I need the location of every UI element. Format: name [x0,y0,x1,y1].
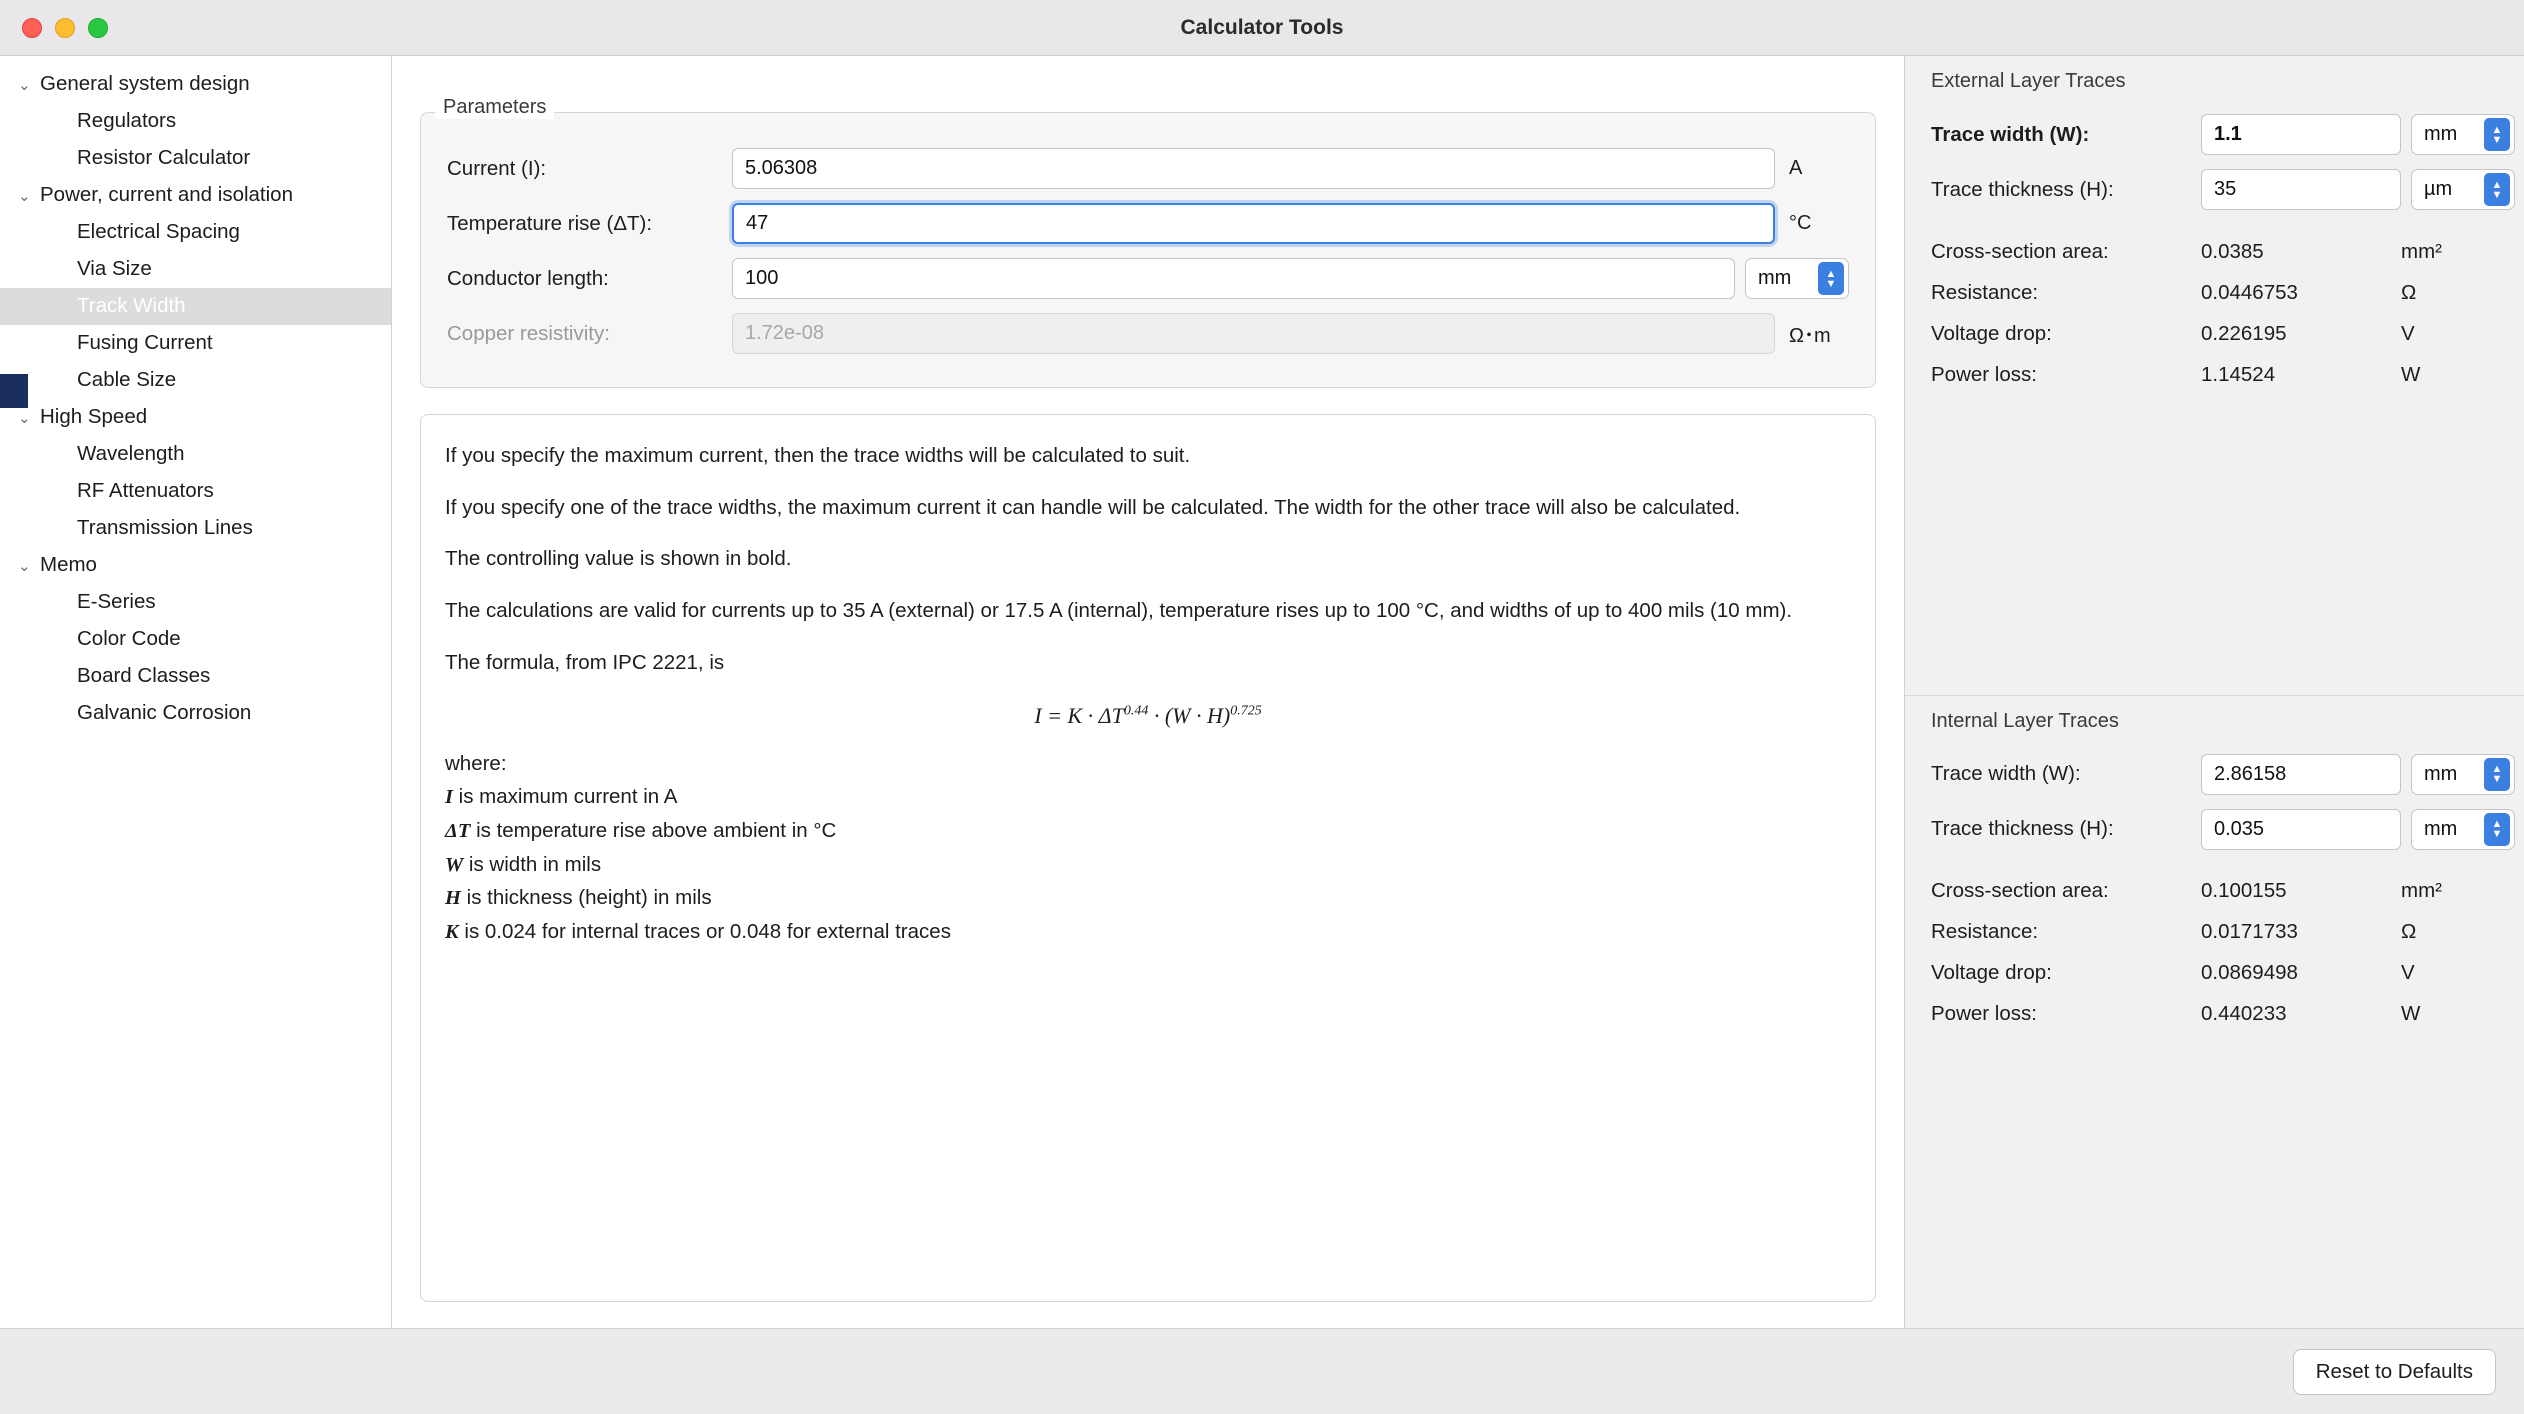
chevron-updown-icon[interactable]: ▲ ▼ [2484,173,2510,206]
info-panel [420,414,1876,1302]
output-value: 0.226195 [2201,321,2287,345]
output-label: Resistance: [1931,920,2039,943]
where-definition [445,782,1851,813]
output-label: Cross-section area: [1931,239,2109,263]
title-bar [0,0,2524,56]
main-content [392,56,1904,1328]
internal-outputs [1931,871,2498,1035]
sidebar-item-memo[interactable] [0,547,391,584]
results-panel [1904,56,2524,1328]
internal-trace-thickness-unit-value: mm [2424,817,2458,840]
temperature-rise-input[interactable]: 47 [732,203,1775,244]
external-layer-section [1905,56,2524,395]
external-trace-width-unit-select[interactable] [2411,114,2515,155]
output-unit: V [2401,961,2415,984]
output-value: 0.100155 [2201,879,2287,902]
sidebar-item-transmission-lines[interactable] [0,510,391,547]
internal-layer-section [1905,695,2524,1035]
sidebar-item-via-size[interactable] [0,251,391,288]
current-row [447,141,1849,196]
temperature-rise-row [447,196,1849,251]
output-row [1931,994,2498,1035]
chevron-down-icon[interactable]: ⌄ [18,77,31,94]
sidebar-item-label: Resistor Calculator [77,146,251,170]
where-definitions [445,782,1851,948]
info-paragraph-2: If you specify one of the trace widths, the maximum current it can handle will be calculated. The width for the other trace will also be calculated. [445,495,1741,519]
output-value: 1.14524 [2201,362,2276,386]
output-value: 0.0171733 [2201,920,2298,943]
current-input[interactable]: 5.06308 [732,148,1775,189]
output-label: Power loss: [1931,362,2037,386]
external-trace-thickness-unit-value: µm [2424,178,2453,200]
where-definition [445,917,1851,948]
where-symbol: K [445,921,459,944]
output-row [1931,313,2498,354]
close-window-icon[interactable] [22,18,42,38]
where-symbol: ΔT [445,819,471,842]
chevron-down-icon[interactable]: ⌄ [18,558,31,575]
internal-trace-thickness-input[interactable]: 0.035 [2201,809,2401,850]
output-label: Voltage drop: [1931,961,2052,984]
sidebar-item-general-system-design[interactable] [0,66,391,103]
internal-trace-width-label: Trace width (W): [1931,762,2081,785]
temperature-rise-unit: °C [1789,212,1812,234]
sidebar-item-label: Transmission Lines [77,516,253,540]
sidebar-item-high-speed[interactable] [0,399,391,436]
output-value: 0.440233 [2201,1002,2287,1025]
output-unit: Ω [2401,920,2417,943]
where-block [445,749,1851,947]
chevron-updown-icon[interactable]: ▲ ▼ [2484,813,2510,846]
external-trace-thickness-label: Trace thickness (H): [1931,177,2114,201]
sidebar-artifact [0,374,28,408]
sidebar-item-label: Memo [40,553,97,577]
copper-resistivity-input: 1.72e-08 [732,313,1775,354]
external-trace-thickness-unit-select[interactable] [2411,169,2515,210]
where-definition [445,816,1851,847]
conductor-length-unit-value: mm [1758,267,1792,289]
current-unit: A [1789,157,1803,179]
where-definition [445,850,1851,881]
sidebar-item-fusing-current[interactable] [0,325,391,362]
info-paragraph-4: The calculations are valid for currents up to 35 A (external) or 17.5 A (internal), temperature rises up to 100 °C, and widths of up to 400 mils (10 mm). [445,599,1793,623]
sidebar-item-regulators[interactable] [0,103,391,140]
panel-spacer-top [1905,395,2524,689]
where-title: where: [445,752,507,776]
sidebar-item-label: Color Code [77,627,181,651]
sidebar-item-label: General system design [40,72,250,96]
sidebar-item-label: Board Classes [77,664,211,688]
conductor-length-input[interactable]: 100 [732,258,1735,299]
internal-trace-width-unit-value: mm [2424,762,2458,785]
sidebar-item-label: Wavelength [77,442,185,466]
panel-spacer-bottom [1905,1035,2524,1329]
chevron-updown-icon[interactable]: ▲ ▼ [2484,758,2510,791]
sidebar-item-label: Fusing Current [77,331,213,355]
chevron-updown-icon[interactable]: ▲ ▼ [1818,262,1844,295]
sidebar-item-track-width[interactable] [0,288,391,325]
sidebar-item-e-series[interactable] [0,584,391,621]
sidebar-item-power-current-and-isolation[interactable] [0,177,391,214]
copper-resistivity-row [447,306,1849,361]
output-value: 0.0385 [2201,239,2264,263]
where-text: is width in mils [463,852,602,876]
output-unit: V [2401,321,2415,345]
output-unit: W [2401,1002,2421,1025]
sidebar-item-label: Regulators [77,109,177,133]
sidebar-item-electrical-spacing[interactable] [0,214,391,251]
internal-trace-width-unit-select[interactable] [2411,754,2515,795]
internal-trace-thickness-label: Trace thickness (H): [1931,817,2114,840]
temperature-rise-label: Temperature rise (ΔT): [447,211,653,235]
sidebar-item-label: RF Attenuators [77,479,214,503]
where-symbol: H [445,887,461,910]
external-trace-width-label: Trace width (W): [1931,122,2090,146]
output-label: Resistance: [1931,280,2039,304]
internal-trace-thickness-unit-select[interactable] [2411,809,2515,850]
parameters-group-title: Parameters [435,96,554,119]
output-unit: Ω [2401,280,2417,304]
external-trace-thickness-input[interactable]: 35 [2201,169,2401,210]
external-layer-title: External Layer Traces [1931,70,2126,92]
external-trace-width-row [1931,107,2503,162]
sidebar-item-label: E-Series [77,590,156,614]
copper-resistivity-unit: Ω･m [1789,325,1831,347]
output-row [1931,354,2498,395]
footer-bar [0,1328,2524,1414]
output-value: 0.0446753 [2201,280,2298,304]
current-label: Current (I): [447,156,547,180]
output-unit: mm² [2401,879,2442,902]
sidebar-item-label: Power, current and isolation [40,183,293,207]
output-row [1931,912,2498,953]
window-body [0,56,2524,1328]
sidebar-item-label: Electrical Spacing [77,220,240,244]
sidebar-item-resistor-calculator[interactable] [0,140,391,177]
copper-resistivity-label: Copper resistivity: [447,321,610,345]
internal-layer-title: Internal Layer Traces [1931,709,2119,732]
output-row [1931,871,2498,912]
sidebar-item-rf-attenuators[interactable] [0,473,391,510]
output-unit: W [2401,362,2421,386]
sidebar-item-color-code[interactable] [0,621,391,658]
where-text: is temperature rise above ambient in °C [470,818,837,842]
calculator-tree[interactable] [0,66,391,732]
output-row [1931,231,2498,272]
conductor-length-label: Conductor length: [447,266,609,290]
sidebar-item-wavelength[interactable] [0,436,391,473]
external-outputs [1931,231,2498,395]
where-text: is 0.024 for internal traces or 0.048 for external traces [458,920,951,944]
sidebar-item-label: Track Width [77,294,186,318]
parameters-group [420,96,1876,388]
chevron-updown-icon[interactable]: ▲ ▼ [2484,118,2510,151]
info-paragraph-5: The formula, from IPC 2221, is [445,650,725,674]
conductor-length-unit-wrap [1735,258,1849,299]
internal-trace-width-input[interactable]: 2.86158 [2201,754,2401,795]
sidebar-item-cable-size[interactable] [0,362,391,399]
output-label: Cross-section area: [1931,879,2109,902]
sidebar-item-galvanic-corrosion[interactable] [0,695,391,732]
ipc-formula: $I = K \cdot \Delta T^{0.44} \cdot (W \cdot H)^{0.725}$ [1034,702,1262,728]
window-title: Calculator Tools [1180,15,1344,39]
sidebar-item-label: Via Size [77,257,152,281]
info-paragraph-1: If you specify the maximum current, then the trace widths will be calculated to suit. [445,444,1191,467]
external-trace-width-unit-value: mm [2424,123,2458,145]
sidebar-item-label: High Speed [40,405,148,429]
output-row [1931,272,2498,313]
output-label: Power loss: [1931,1002,2037,1025]
conductor-length-unit-select[interactable] [1745,258,1849,299]
where-symbol: I [445,786,453,809]
sidebar-item-board-classes[interactable] [0,658,391,695]
external-trace-thickness-row [1931,162,2503,217]
maximize-window-icon[interactable] [88,18,108,38]
where-text: is maximum current in A [452,785,678,809]
internal-trace-thickness-row [1931,802,2503,857]
output-unit: mm² [2401,239,2442,263]
minimize-window-icon[interactable] [55,18,75,38]
external-trace-width-input[interactable]: 1.1 [2201,114,2401,155]
window-controls [22,18,108,38]
output-label: Voltage drop: [1931,321,2052,345]
where-definition [445,883,1851,914]
where-text: is thickness (height) in mils [460,886,712,910]
output-value: 0.0869498 [2201,961,2298,984]
reset-to-defaults-button[interactable]: Reset to Defaults [2293,1349,2496,1395]
info-paragraph-3: The controlling value is shown in bold. [445,547,792,571]
navigation-sidebar[interactable] [0,56,392,1328]
chevron-down-icon[interactable]: ⌄ [18,188,31,205]
output-row [1931,953,2498,994]
where-symbol: W [445,853,464,876]
chevron-down-icon[interactable]: ⌄ [18,410,31,427]
internal-trace-width-row [1931,747,2503,802]
conductor-length-row [447,251,1849,306]
sidebar-item-label: Cable Size [77,368,177,392]
sidebar-item-label: Galvanic Corrosion [77,701,252,725]
